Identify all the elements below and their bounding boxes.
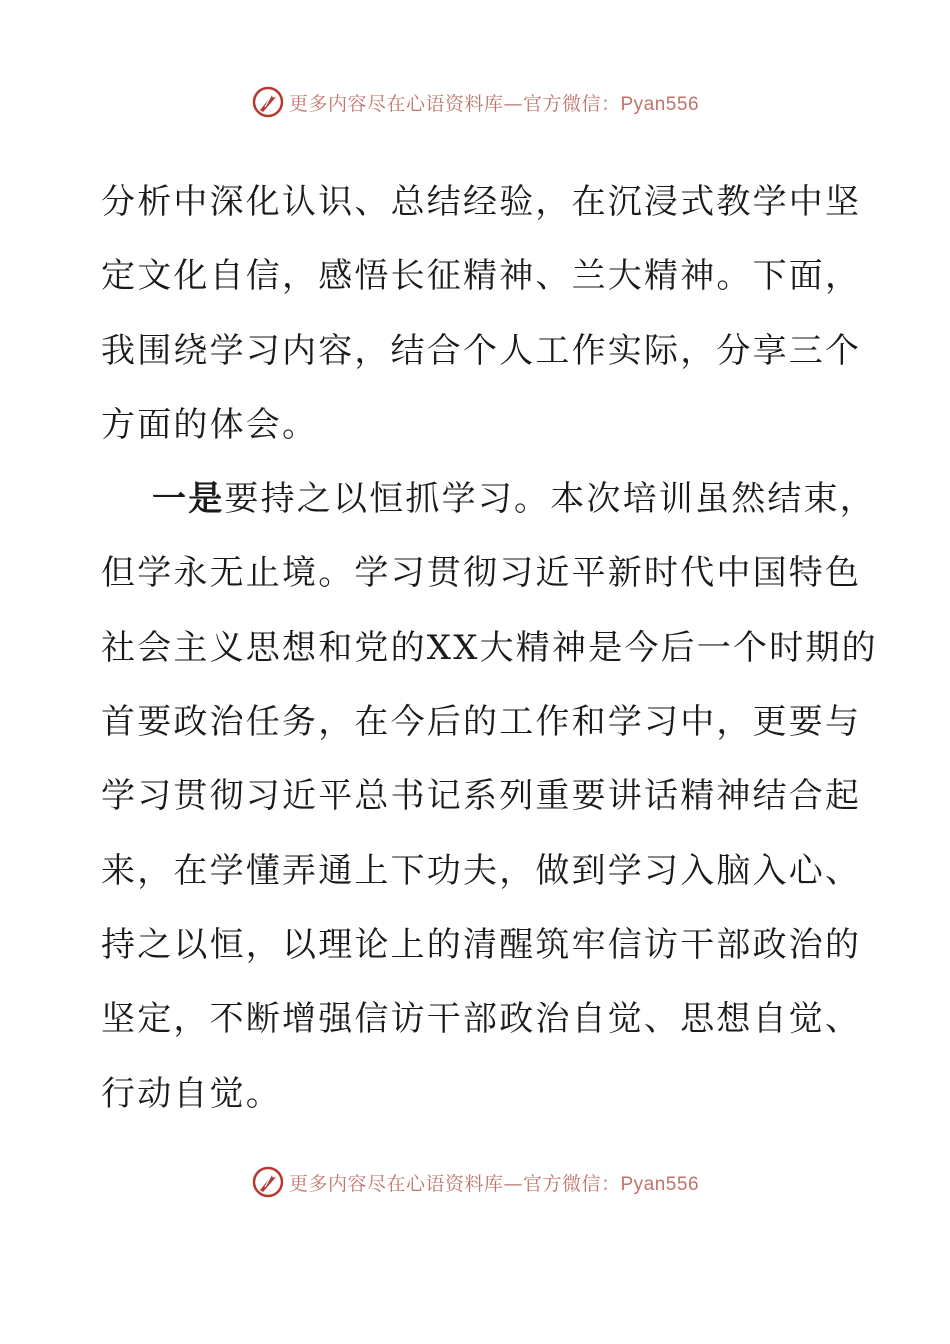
header-watermark-banner [0, 82, 950, 122]
text-line: 定文化自信，感悟长征精神、兰大精神。下面， [101, 256, 862, 297]
text-line: 行动自觉。 [101, 1073, 282, 1114]
text-line: 坚定，不断增强信访干部政治自觉、思想自觉、 [101, 999, 862, 1040]
text-line: 来，在学懂弄通上下功夫，做到学习入脑入心、 [101, 850, 862, 891]
pen-nib-logo-icon [251, 1165, 285, 1199]
paragraph-lead-bold: 一是 [152, 479, 225, 520]
text-line-first [101, 462, 877, 536]
text-line: 分析中深化认识、总结经验，在沉浸式教学中坚 [101, 182, 862, 222]
footer-banner-id: Pyan556 [620, 1173, 700, 1195]
pen-nib-logo-icon [251, 85, 285, 119]
text-line: 持之以恒，以理论上的清醒筑牢信访干部政治的 [101, 924, 862, 965]
first-line-rest: 要持之以恒抓学习。本次培训虽然结束， [224, 479, 877, 520]
footer-watermark-banner [0, 1162, 950, 1202]
paragraph-1 [101, 165, 861, 462]
text-line: 首要政治任务，在今后的工作和学习中，更要与 [101, 702, 862, 743]
text-line: 但学永无止境。学习贯彻习近平新时代中国特色 [101, 553, 862, 594]
paragraph-2 [101, 462, 878, 1131]
text-line: 我围绕学习内容，结合个人工作实际，分享三个 [101, 330, 862, 371]
header-banner-text: 更多内容尽在心语资料库—官方微信： [288, 92, 621, 115]
footer-banner-text: 更多内容尽在心语资料库—官方微信： [288, 1172, 621, 1195]
text-line: 社会主义思想和党的XX大精神是今后一个时期的 [101, 627, 878, 668]
header-banner-id: Pyan556 [620, 93, 700, 115]
document-body [101, 165, 878, 1131]
text-line: 方面的体会。 [101, 404, 319, 445]
text-line: 学习贯彻习近平总书记系列重要讲话精神结合起 [101, 776, 862, 817]
